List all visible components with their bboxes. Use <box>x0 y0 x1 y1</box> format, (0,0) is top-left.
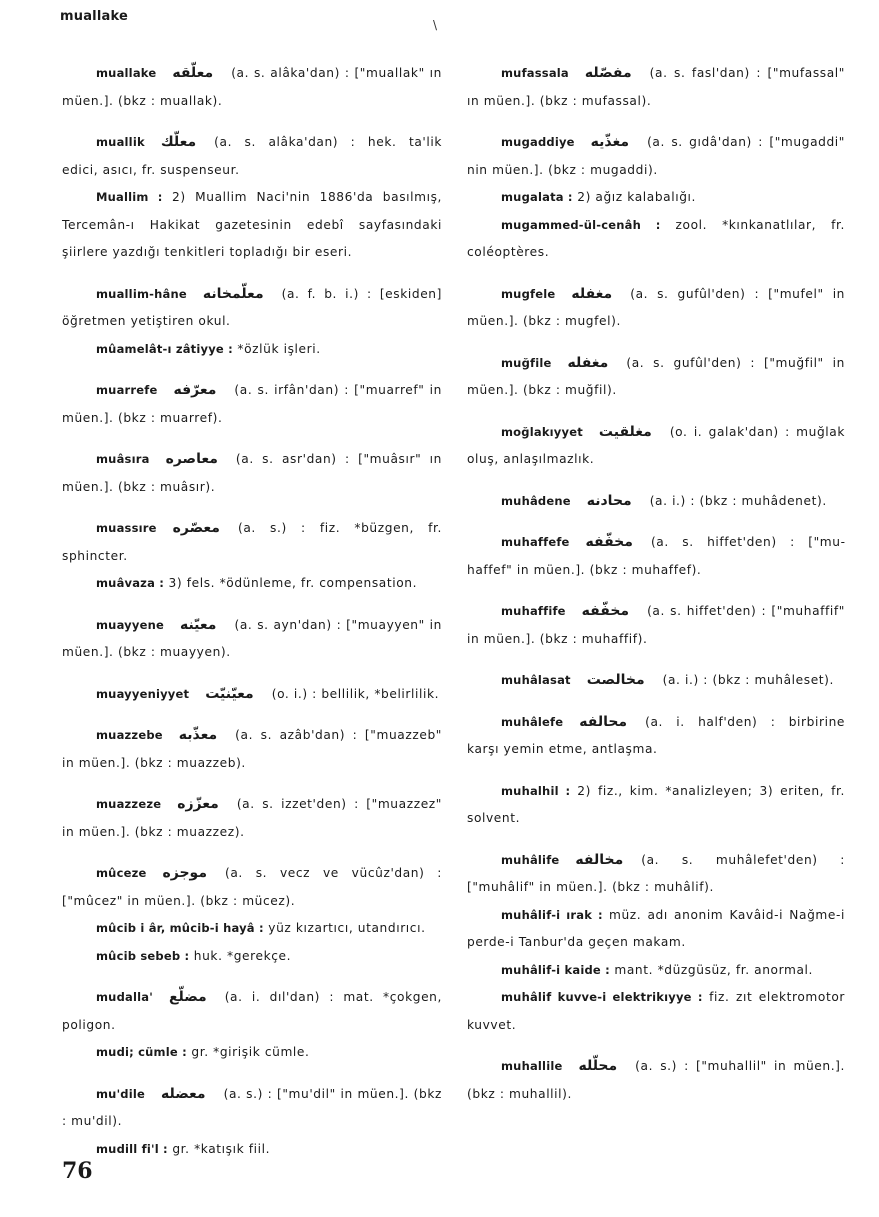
dictionary-entry <box>467 902 845 957</box>
entry-definition: gr. *katışık fiil. <box>172 1141 271 1156</box>
entry-definition: (o. i. galak'dan) : muğlak oluş, anlaşılmazlık. <box>467 424 845 466</box>
dictionary-entry <box>62 722 442 777</box>
entry-headword: muhâlefe <box>501 714 564 729</box>
entry-arabic-script: معيّنه <box>179 616 217 633</box>
dictionary-entry <box>467 778 845 833</box>
entry-headword: moğlakıyyet <box>501 424 583 439</box>
entry-arabic-script: معلّمخانه <box>202 285 264 302</box>
dictionary-entry <box>62 791 442 846</box>
entry-definition: (a. i.) : (bkz : muhâdenet). <box>649 493 827 508</box>
dictionary-entry <box>467 350 845 405</box>
entry-arabic-script: مغلقيت <box>598 423 652 440</box>
entry-definition: (a. s. alâka'dan) : ["muallak" ın müen.]. (bkz : muallak). <box>62 66 442 108</box>
entry-arabic-script: معاصره <box>165 451 218 467</box>
entry-definition: (a. s. hiffet'den) : ["muhaffif" in müen.]. (bkz : muhaffif). <box>467 604 845 646</box>
entry-headword: Muallim : <box>96 190 163 204</box>
entry-headword: mudalla' <box>96 990 153 1004</box>
entry-definition: (a. s. ayn'dan) : ["muayyen" in müen.]. (bkz : muayyen). <box>62 617 442 659</box>
entry-definition: müz. adı anonim Kavâid-i Nağme-i perde-i Tanbur'da geçen makam. <box>467 907 845 949</box>
entry-headword: mufassala <box>501 66 569 80</box>
entry-arabic-script: مغفله <box>567 354 609 371</box>
entry-headword: mu'dile <box>96 1086 146 1101</box>
entry-arabic-script: محلّله <box>578 1058 618 1074</box>
entry-definition: (a. s. irfân'dan) : ["muarref" in müen.]. (bkz : muarref). <box>62 383 442 425</box>
dictionary-entry <box>62 1039 442 1067</box>
dictionary-entry <box>62 377 442 432</box>
entry-definition: fiz. zıt elektromotor kuvvet. <box>467 990 845 1032</box>
entry-headword: mûamelât-ı zâtiyye : <box>96 341 233 356</box>
entry-definition: (a. s.) : fiz. *büzgen, fr. sphincter. <box>62 521 442 563</box>
entry-arabic-script: مغفله <box>571 285 613 302</box>
entry-arabic-script: معصّره <box>172 520 220 536</box>
dictionary-entry <box>62 515 442 570</box>
dictionary-entry <box>467 1053 845 1108</box>
entry-definition: 2) fiz., kim. *analizleyen; 3) eriten, fr. solvent. <box>467 783 845 825</box>
entry-headword: muâsıra <box>96 452 150 466</box>
entry-headword: mûcib sebeb : <box>96 948 190 963</box>
entry-definition: 2) ağız kalabalığı. <box>577 190 697 204</box>
dictionary-entry <box>467 281 845 336</box>
dictionary-entry <box>467 129 845 184</box>
dictionary-entry <box>467 957 845 985</box>
entry-headword: muazzeze <box>96 797 162 811</box>
entry-headword: muhaffefe <box>501 535 570 549</box>
dictionary-entry <box>62 184 442 267</box>
dictionary-entry <box>62 860 442 915</box>
dictionary-entry <box>62 129 442 184</box>
entry-headword: muâvaza : <box>96 576 165 590</box>
entry-definition: (a. s. gufûl'den) : ["muğfil" in müen.]. (bkz : muğfil). <box>467 355 845 397</box>
dictionary-entry <box>62 612 442 667</box>
entry-headword: muhâlif-i kaide : <box>501 962 610 977</box>
entry-arabic-script: محادنه <box>586 492 632 509</box>
entry-definition: (a. s. izzet'den) : ["muazzez" in müen.]. (bkz : muazzez). <box>62 797 442 839</box>
entry-definition: (a. s.) : ["mu'dil" in müen.]. (bkz : mu'dil). <box>62 1086 442 1128</box>
entry-definition: (a. f. b. i.) : [eskiden] öğretmen yetiştiren okul. <box>62 286 442 328</box>
page-number: 76 <box>62 1158 93 1184</box>
entry-arabic-script: معضله <box>161 1085 206 1102</box>
dictionary-entry <box>467 212 845 267</box>
entry-headword: mudi; cümle : <box>96 1045 187 1059</box>
entry-definition: (a. s. gufûl'den) : ["mufel" in müen.]. (bkz : mugfel). <box>467 286 845 328</box>
dictionary-entry <box>62 446 442 501</box>
entry-headword: muayyene <box>96 617 164 632</box>
dictionary-entry <box>467 488 845 516</box>
entry-headword: mudill fi'l : <box>96 1141 168 1156</box>
entry-headword: muğfile <box>501 355 552 370</box>
entry-definition: (a. s. muhâlefet'den) : ["muhâlif" in müen.]. (bkz : muhâlif). <box>467 852 845 894</box>
dictionary-entry <box>467 984 845 1039</box>
dictionary-entry <box>62 336 442 364</box>
entry-definition: (a. s.) : ["muhallil" in müen.]. (bkz : muhallil). <box>467 1059 845 1101</box>
entry-headword: muassıre <box>96 521 157 535</box>
entry-definition: (a. s. vecz ve vücûz'dan) : ["mûcez" in müen.]. (bkz : mücez). <box>62 866 442 908</box>
entry-headword: muhâlif-i ırak : <box>501 907 603 922</box>
entry-definition: (a. i. dıl'dan) : mat. *çokgen, poligon. <box>62 990 442 1032</box>
entry-arabic-script: محالفه <box>579 713 628 730</box>
dictionary-entry <box>62 570 442 598</box>
entry-headword: muallake <box>96 66 157 80</box>
entry-definition: mant. *düzgüsüz, fr. anormal. <box>614 962 813 977</box>
entry-arabic-script: مضلّع <box>168 989 207 1005</box>
dictionary-entry <box>62 281 442 336</box>
entry-definition: (a. s. fasl'dan) : ["mufassal" ın müen.]. (bkz : mufassal). <box>467 66 845 108</box>
dictionary-entry <box>467 847 845 902</box>
dictionary-entry <box>467 529 845 584</box>
entry-headword: mûceze <box>96 866 147 880</box>
dictionary-entry <box>467 598 845 653</box>
entry-headword: mugalata : <box>501 190 573 204</box>
entry-headword: muallik <box>96 135 145 149</box>
entry-arabic-script: معزّزه <box>177 796 219 812</box>
entry-arabic-script: معذّبه <box>178 727 218 743</box>
entry-headword: mugaddiye <box>501 135 575 149</box>
dictionary-entry <box>62 1081 442 1136</box>
entry-headword: muhalhil : <box>501 783 571 798</box>
dictionary-entry <box>62 681 442 709</box>
dictionary-entry <box>62 943 442 971</box>
dictionary-entry <box>62 984 442 1039</box>
entry-headword: muallim-hâne <box>96 286 187 301</box>
entry-headword: muarrefe <box>96 383 158 397</box>
dictionary-entry <box>467 184 845 212</box>
entry-headword: muayyeniyyet <box>96 686 190 701</box>
entry-headword: muhâlife <box>501 852 560 867</box>
entry-definition: huk. *gerekçe. <box>193 948 292 963</box>
dictionary-entry <box>62 60 442 115</box>
entry-headword: muhaffife <box>501 604 566 618</box>
entry-definition: gr. *girişik cümle. <box>191 1045 310 1059</box>
entry-definition: (a. i. half'den) : birbirine karşı yemin etme, antlaşma. <box>467 714 845 756</box>
entry-arabic-script: موجزه <box>162 865 207 881</box>
running-header: muallake <box>60 9 128 24</box>
entry-definition: *özlük işleri. <box>237 341 321 356</box>
entry-arabic-script: مخالصت <box>586 672 645 688</box>
entry-definition: (a. s. gıdâ'dan) : ["mugaddi" nin müen.]. (bkz : mugaddi). <box>467 135 845 177</box>
entry-headword: mugfele <box>501 286 556 301</box>
entry-arabic-script: معلّقه <box>172 65 214 81</box>
stray-mark: \ <box>433 18 438 32</box>
dictionary-entry <box>62 915 442 943</box>
dictionary-entry <box>467 419 845 474</box>
entry-definition: zool. *kınkanatlılar, fr. coléoptères. <box>467 217 845 259</box>
entry-definition: (a. s. alâka'dan) : hek. ta'lik edici, asıcı, fr. suspenseur. <box>62 135 442 177</box>
entry-headword: muhâlif kuvve-i elektrikıyye : <box>501 990 703 1004</box>
entry-arabic-script: معلّك <box>160 134 197 150</box>
entry-headword: muhâlasat <box>501 673 571 687</box>
entry-arabic-script: مغذّيه <box>590 134 630 150</box>
entry-definition: (a. i.) : (bkz : muhâleset). <box>662 673 834 687</box>
entry-arabic-script: مفصّله <box>584 65 632 81</box>
entry-headword: mûcib i âr, mûcib-i hayâ : <box>96 921 264 935</box>
left-column <box>62 60 442 1177</box>
entry-definition: 3) fels. *ödünleme, fr. compensation. <box>168 576 418 590</box>
dictionary-entry <box>467 667 845 695</box>
entry-arabic-script: مخالفه <box>575 851 624 868</box>
entry-arabic-script: معرّفه <box>173 382 217 398</box>
entry-definition: (o. i.) : bellilik, *belirlilik. <box>271 686 440 701</box>
entry-arabic-script: مخفّفه <box>585 534 633 550</box>
right-column <box>467 60 845 1122</box>
entry-headword: muhallile <box>501 1059 563 1073</box>
entry-definition: (a. s. asr'dan) : ["muâsır" ın müen.]. (bkz : muâsır). <box>62 452 442 494</box>
entry-definition: (a. s. hiffet'den) : ["muhaffef" in müen.]. (bkz : muhaffef). <box>467 535 845 577</box>
entry-headword: mugammed-ül-cenâh : <box>501 217 661 232</box>
dictionary-entry <box>62 1136 442 1164</box>
entry-definition: 2) Muallim Naci'nin 1886'da basılmış, Tercemân-ı Hakikat gazetesinin edebî sayfasındaki şiirlere yazdığı tenkitleri topladığı bir eseri. <box>62 190 442 259</box>
entry-headword: muhâdene <box>501 493 571 508</box>
entry-definition: (a. s. azâb'dan) : ["muazzeb" in müen.]. (bkz : muazzeb). <box>62 728 442 770</box>
entry-headword: muazzebe <box>96 728 163 742</box>
dictionary-entry <box>467 709 845 764</box>
entry-arabic-script: مخفّفه <box>581 603 630 619</box>
entry-definition: yüz kızartıcı, utandırıcı. <box>268 921 426 935</box>
dictionary-entry <box>467 60 845 115</box>
entry-arabic-script: معيّنيّت <box>205 685 254 702</box>
